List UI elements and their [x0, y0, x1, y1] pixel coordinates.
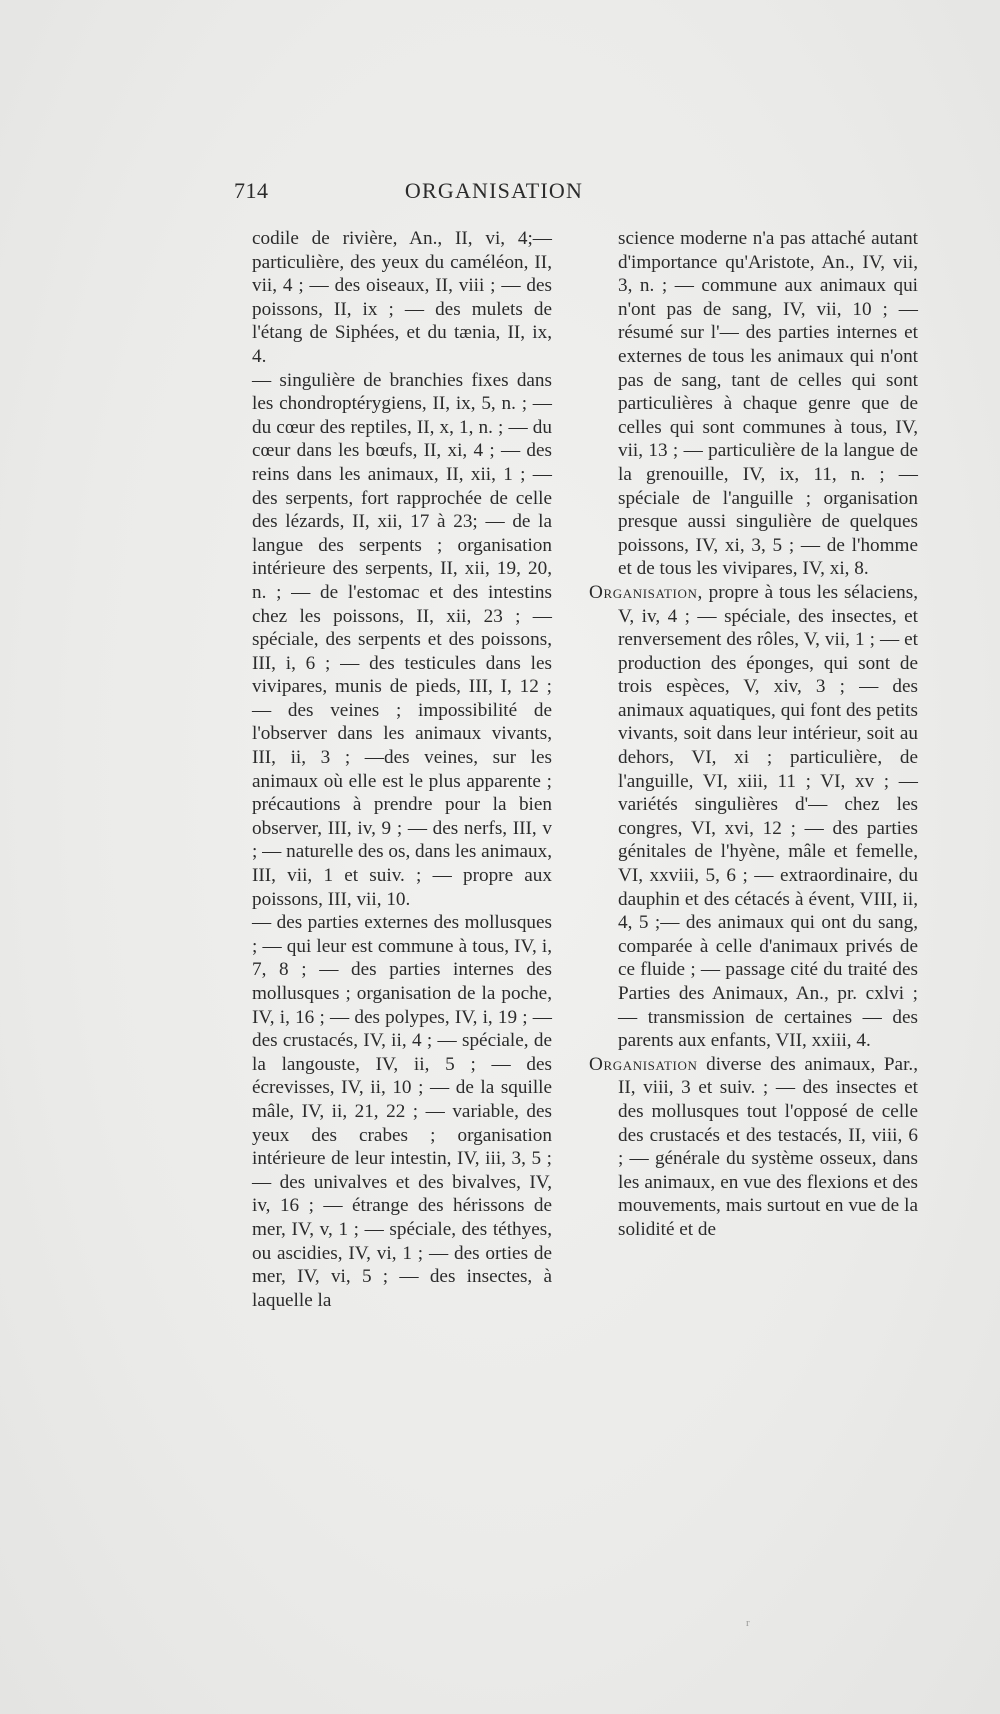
index-paragraph: — des parties externes des mollusques ; — qui leur est commune à tous, IV, i, 7, 8 ; — des parties internes des mollusques ; organisation de la poche, IV, i, 16 ; — des polypes, IV, i, 19 ; — des crustacés, IV, ii, 4 ; — spéciale, de la langouste, IV, ii, 5 ; — des écrevisses, IV, ii, 10 ; — de la squille mâle, IV, ii, 21, 22 ; — variable, des yeux des crabes ; organisation intérieure de leur intestin, IV, iii, 3, 5 ; — des univalves et des bivalves, IV, iv, 16 ; — étrange des hérissons de mer, IV, v, 1 ; — spéciale, des téthyes, ou ascidies, IV, vi, 1 ; — des orties de mer, IV, vi, 5 ; — des insectes, à laquelle la: [252, 912, 552, 1311]
entry-text: diverse des animaux, Par., II, viii, 3 et suiv. ; — des insectes et des mollusques tout l'opposé de celle des crustacés et des testacés, II, viii, 6 ; — générale du système osseux, dans les animaux, en vue des flexions et des mouvements, mais surtout en vue de la solidité et de: [618, 1053, 918, 1240]
entry-headword: Organisation,: [589, 581, 703, 603]
page-header: [234, 178, 670, 208]
index-entry: [589, 1053, 918, 1242]
left-column: [252, 227, 552, 1312]
index-paragraph: codile de rivière, An., II, vi, 4;— particulière, des yeux du caméléon, II, vii, 4 ; — des oiseaux, II, viii ; — des poissons, II, ix ; — des mulets de l'étang de Siphées, et du tænia, II, ix, 4.: [252, 228, 552, 367]
entry-text: propre à tous les sélaciens, V, iv, 4 ; — spéciale, des insectes, et renversement des rôles, V, vii, 1 ; — et production des éponges, qui sont de trois espèces, V, xiv, 3 ; — des animaux aquatiques, qui font des petits vivants, soit dans leur intérieur, soit au dehors, VI, xi ; particulière, de l'anguille, VI, xiii, 11 ; VI, xv ; — variétés singulières d'— chez les congres, VI, xvi, 12 ; — des parties génitales de l'hyène, mâle et femelle, VI, xxviii, 5, 6 ; — extraordinaire, du dauphin et des cétacés à évent, VIII, ii, 4, 5 ;— des animaux qui ont du sang, comparée à celle d'animaux privés de ce fluide ; — passage cité du traité des Parties des Animaux, An., pr. cxlvi ; — transmission de certaines — des parents aux enfants, VII, xxiii, 4.: [618, 581, 918, 1052]
right-column: [589, 227, 918, 1242]
running-head: ORGANISATION: [404, 178, 584, 203]
index-paragraph: — singulière de branchies fixes dans les chondroptérygiens, II, ix, 5, n. ; — du cœur des reptiles, II, x, 1, n. ; — du cœur dans les bœufs, II, xi, 4 ; — des reins dans les animaux, II, xii, 1 ; — des serpents, fort rapprochée de celle des lézards, II, xii, 17 à 23; — de la langue des serpents ; organisation intérieure des serpents, II, xii, 19, 20, n. ; — de l'estomac et des intestins chez les poissons, II, xii, 23 ; — spéciale, des serpents et des poissons, III, i, 6 ; — des testicules dans les vivipares, munis de pieds, III, I, 12 ; — des veines ; impossibilité de l'observer dans les animaux vivants, III, ii, 3 ; —des veines, sur les animaux où elle est le plus apparente ; précautions à prendre pour la bien observer, III, iv, 9 ; — des nerfs, III, v ; — naturelle des os, dans les animaux, III, vii, 1 et suiv. ; — propre aux poissons, III, vii, 10.: [252, 369, 553, 910]
entry-headword: Organisation: [589, 1053, 698, 1075]
index-entry: [589, 581, 918, 1053]
stray-mark: r: [746, 1617, 750, 1629]
page-number: 714: [234, 178, 269, 203]
index-continuation: science moderne n'a pas attaché autant d'importance qu'Aristote, An., IV, vii, 3, n. ; — commune aux animaux qui n'ont pas de sang, IV, vii, 10 ; — résumé sur l'— des parties internes et externes de tous les animaux qui n'ont pas de sang, tant de celles qui sont particulières à chaque genre que de celles qui sont communes à tous, IV, vii, 13 ; — particulière de la langue de la grenouille, IV, ix, 11, n. ; — spéciale de l'anguille ; organisation presque aussi singulière de quelques poissons, IV, xi, 3, 5 ; — de l'homme et de tous les vivipares, IV, xi, 8.: [618, 228, 918, 580]
